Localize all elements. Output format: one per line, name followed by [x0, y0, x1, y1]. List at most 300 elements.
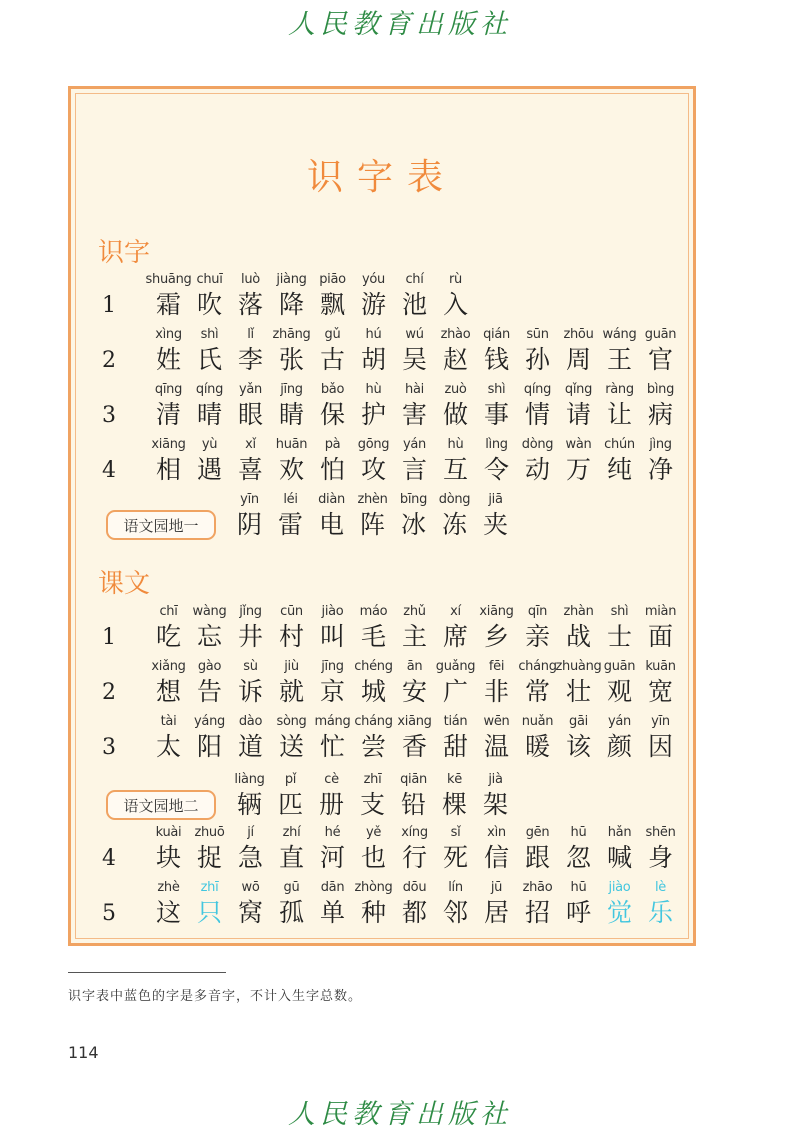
- hanzi: 忽: [565, 843, 591, 872]
- character-cell: [599, 436, 640, 486]
- hanzi: 想: [155, 677, 181, 706]
- pinyin: lè: [654, 880, 666, 895]
- character-cell: [271, 381, 312, 431]
- hanzi: 面: [647, 622, 673, 651]
- hanzi: 请: [565, 400, 591, 429]
- hanzi: 主: [401, 622, 427, 651]
- hanzi: 害: [401, 400, 427, 429]
- hanzi: 病: [647, 400, 673, 429]
- character-cell: [435, 658, 476, 708]
- character-list: [145, 271, 476, 321]
- character-cell: [353, 326, 394, 376]
- hanzi: 辆: [236, 790, 262, 819]
- character-cell: [189, 326, 230, 376]
- pinyin: zhàn: [563, 604, 594, 619]
- hanzi: 飘: [319, 290, 345, 319]
- pinyin: dào: [238, 714, 263, 729]
- table-row: [76, 326, 696, 380]
- hanzi: 告: [196, 677, 222, 706]
- pinyin: xiāng: [151, 437, 186, 452]
- character-cell: [271, 879, 312, 929]
- footnote-divider: [68, 972, 226, 973]
- character-cell: [312, 658, 353, 708]
- hanzi: 钱: [483, 345, 509, 374]
- pinyin: wēn: [483, 714, 510, 729]
- character-cell: [476, 381, 517, 431]
- character-list: [148, 436, 681, 486]
- pinyin: fēi: [488, 659, 505, 674]
- character-cell: [230, 271, 271, 321]
- pinyin: guǎng: [435, 659, 476, 674]
- pinyin: zhǔ: [403, 604, 426, 619]
- hanzi: 席: [442, 622, 468, 651]
- pinyin: yán: [608, 714, 631, 729]
- pinyin: chuī: [196, 272, 223, 287]
- hanzi: 也: [360, 843, 386, 872]
- character-cell: [148, 381, 189, 431]
- character-list: [229, 491, 516, 541]
- character-cell: [393, 771, 434, 821]
- literacy-table-panel: [68, 86, 696, 946]
- hanzi: 电: [318, 510, 344, 539]
- character-cell: [517, 603, 558, 653]
- pinyin: yīn: [240, 492, 259, 507]
- pinyin: zhí: [282, 825, 301, 840]
- row-number: 1: [102, 293, 116, 318]
- hanzi: 死: [442, 843, 468, 872]
- character-cell: [353, 603, 394, 653]
- character-cell: [312, 326, 353, 376]
- hanzi: 京: [319, 677, 345, 706]
- pinyin: chí: [405, 272, 424, 287]
- hanzi: 李: [237, 345, 263, 374]
- character-cell: [475, 491, 516, 541]
- pinyin: zhī: [200, 880, 219, 895]
- character-cell: [517, 381, 558, 431]
- hanzi: 冻: [441, 510, 467, 539]
- pinyin: dān: [320, 880, 345, 895]
- character-cell: [558, 603, 599, 653]
- pinyin: huān: [275, 437, 308, 452]
- pinyin: guān: [644, 327, 677, 342]
- character-cell: [189, 713, 230, 763]
- character-cell: [640, 658, 681, 708]
- character-cell: [434, 491, 475, 541]
- character-cell: [435, 271, 476, 321]
- character-cell: [230, 824, 271, 874]
- pinyin: hǎn: [607, 825, 632, 840]
- hanzi: 跟: [524, 843, 550, 872]
- hanzi: 村: [278, 622, 304, 651]
- character-cell: [599, 658, 640, 708]
- table-row: [76, 713, 696, 767]
- character-cell: [476, 658, 517, 708]
- pinyin: jiàng: [276, 272, 307, 287]
- hanzi: 册: [318, 790, 344, 819]
- character-cell: [435, 436, 476, 486]
- character-cell: [476, 713, 517, 763]
- character-cell: [145, 271, 192, 321]
- character-cell: [435, 824, 476, 874]
- character-cell: [230, 713, 271, 763]
- publisher-logo-top: 人民教育出版社: [288, 9, 512, 40]
- character-cell: [270, 771, 311, 821]
- hanzi: 孙: [524, 345, 550, 374]
- character-cell: [517, 436, 558, 486]
- hanzi: 甜: [442, 732, 468, 761]
- pinyin: zuò: [444, 382, 467, 397]
- pinyin: hú: [365, 327, 382, 342]
- character-list: [148, 713, 681, 763]
- table-row: [76, 658, 696, 712]
- character-list: [148, 879, 681, 929]
- pinyin: gōng: [357, 437, 390, 452]
- pinyin: yán: [403, 437, 426, 452]
- hanzi: 单: [319, 898, 345, 927]
- character-cell: [270, 491, 311, 541]
- hanzi: 阳: [196, 732, 222, 761]
- character-cell: [271, 436, 312, 486]
- pinyin: yǎn: [239, 382, 262, 397]
- pinyin: zhào: [440, 327, 471, 342]
- pinyin: máo: [359, 604, 388, 619]
- pinyin: máng: [314, 714, 351, 729]
- hanzi: 该: [565, 732, 591, 761]
- pinyin: jiào: [608, 880, 631, 895]
- pinyin: xí: [450, 604, 461, 619]
- pinyin: léi: [283, 492, 298, 507]
- character-cell: [640, 326, 681, 376]
- pinyin: cháng: [354, 714, 393, 729]
- hanzi: 阴: [236, 510, 262, 539]
- pinyin: jí: [247, 825, 254, 840]
- hanzi: 相: [155, 455, 181, 484]
- hanzi: 这: [155, 898, 181, 927]
- hanzi: 捉: [196, 843, 222, 872]
- pinyin: zhāng: [272, 327, 311, 342]
- table-row: [76, 436, 696, 490]
- character-cell: [558, 381, 599, 431]
- character-cell: [599, 603, 640, 653]
- hanzi: 观: [606, 677, 632, 706]
- hanzi: 晴: [196, 400, 222, 429]
- row-number: 4: [102, 846, 116, 871]
- character-cell: [475, 771, 516, 821]
- pinyin: wàn: [565, 437, 592, 452]
- character-list: [148, 326, 681, 376]
- character-cell: [558, 326, 599, 376]
- pinyin: cūn: [280, 604, 303, 619]
- character-cell: [394, 271, 435, 321]
- character-cell: [189, 603, 230, 653]
- character-cell: [148, 713, 189, 763]
- pinyin: gēn: [525, 825, 550, 840]
- pinyin: kuān: [645, 659, 676, 674]
- character-cell: [352, 771, 393, 821]
- pinyin: jīng: [280, 382, 303, 397]
- hanzi: 保: [319, 400, 345, 429]
- hanzi: 匹: [277, 790, 303, 819]
- character-cell: [517, 713, 558, 763]
- character-cell: [394, 603, 435, 653]
- hanzi: 常: [524, 677, 550, 706]
- pinyin: liàng: [234, 772, 265, 787]
- pinyin: lìng: [485, 437, 508, 452]
- pinyin: gāi: [569, 714, 588, 729]
- hanzi: 喜: [237, 455, 263, 484]
- hanzi: 姓: [155, 345, 181, 374]
- hanzi: 行: [401, 843, 427, 872]
- hanzi: 让: [606, 400, 632, 429]
- pinyin: zhuàng: [555, 659, 602, 674]
- character-cell: [393, 491, 434, 541]
- pinyin: sūn: [526, 327, 549, 342]
- character-cell: [312, 713, 353, 763]
- pinyin: dōu: [402, 880, 427, 895]
- row-number: 1: [102, 625, 116, 650]
- hanzi: 纯: [606, 455, 632, 484]
- hanzi: 降: [278, 290, 304, 319]
- character-cell: [230, 603, 271, 653]
- pinyin: jìng: [649, 437, 672, 452]
- character-cell: [271, 658, 312, 708]
- character-cell: [640, 713, 681, 763]
- pinyin: ān: [406, 659, 423, 674]
- character-cell: [435, 879, 476, 929]
- hanzi: 广: [442, 677, 468, 706]
- character-cell: [148, 824, 189, 874]
- pinyin: ràng: [605, 382, 634, 397]
- character-cell: [555, 658, 602, 708]
- hanzi: 入: [442, 290, 468, 319]
- pinyin: xǐ: [245, 437, 256, 452]
- hanzi: 毛: [360, 622, 386, 651]
- character-cell: [353, 381, 394, 431]
- hanzi: 冰: [400, 510, 426, 539]
- hanzi: 呼: [565, 898, 591, 927]
- hanzi: 身: [647, 843, 673, 872]
- character-cell: [189, 436, 230, 486]
- pinyin: wàng: [192, 604, 227, 619]
- hanzi: 情: [524, 400, 550, 429]
- hanzi: 邻: [442, 898, 468, 927]
- pinyin: zhī: [363, 772, 382, 787]
- page-number: 114: [68, 1043, 99, 1062]
- hanzi: 安: [401, 677, 427, 706]
- pinyin: lín: [448, 880, 463, 895]
- pinyin: tài: [160, 714, 177, 729]
- hanzi: 睛: [278, 400, 304, 429]
- hanzi: 忙: [319, 732, 345, 761]
- hanzi: 士: [606, 622, 632, 651]
- pinyin: jiào: [321, 604, 344, 619]
- character-cell: [394, 326, 435, 376]
- character-list: [148, 381, 681, 431]
- character-cell: [517, 879, 558, 929]
- character-cell: [312, 381, 353, 431]
- hanzi: 赵: [442, 345, 468, 374]
- character-cell: [476, 436, 517, 486]
- character-cell: [476, 603, 517, 653]
- character-cell: [394, 381, 435, 431]
- character-cell: [353, 824, 394, 874]
- hanzi: 氏: [196, 345, 222, 374]
- character-cell: [271, 326, 312, 376]
- hanzi: 眼: [237, 400, 263, 429]
- pinyin: yě: [365, 825, 382, 840]
- pinyin: qíng: [195, 382, 224, 397]
- table-row: [76, 879, 696, 933]
- pinyin: hù: [447, 437, 464, 452]
- pinyin: gào: [197, 659, 222, 674]
- pinyin: wō: [241, 880, 260, 895]
- hanzi: 觉: [606, 898, 632, 927]
- pinyin: zhèn: [357, 492, 388, 507]
- hanzi: 互: [442, 455, 468, 484]
- character-cell: [435, 713, 476, 763]
- character-cell: [352, 491, 393, 541]
- character-list: [148, 603, 681, 653]
- hanzi: 尝: [360, 732, 386, 761]
- hanzi: 都: [401, 898, 427, 927]
- hanzi: 送: [278, 732, 304, 761]
- footnote: 识字表中蓝色的字是多音字，不计入生字总数。: [68, 989, 363, 1004]
- pinyin: qīn: [527, 604, 548, 619]
- character-cell: [229, 771, 270, 821]
- hanzi: 遇: [196, 455, 222, 484]
- page-title: 识字表: [306, 157, 457, 198]
- character-cell: [189, 381, 230, 431]
- character-cell: [312, 603, 353, 653]
- hanzi: 阵: [359, 510, 385, 539]
- pinyin: xìn: [487, 825, 506, 840]
- pinyin: diàn: [318, 492, 345, 507]
- character-cell: [599, 824, 640, 874]
- character-cell: [353, 713, 394, 763]
- pinyin: qíng: [523, 382, 552, 397]
- pinyin: jū: [490, 880, 503, 895]
- pinyin: wáng: [602, 327, 637, 342]
- pinyin: dòng: [521, 437, 554, 452]
- hanzi: 急: [237, 843, 263, 872]
- character-cell: [558, 713, 599, 763]
- pinyin: wú: [405, 327, 424, 342]
- character-cell: [394, 824, 435, 874]
- pinyin: jīng: [321, 659, 344, 674]
- panel-inner-border: [75, 93, 689, 939]
- pinyin: chéng: [354, 659, 393, 674]
- character-cell: [312, 436, 353, 486]
- hanzi: 铅: [400, 790, 426, 819]
- pinyin: kuài: [155, 825, 182, 840]
- pinyin: kē: [447, 772, 462, 787]
- hanzi: 信: [483, 843, 509, 872]
- pinyin: jiù: [284, 659, 299, 674]
- character-cell: [394, 713, 435, 763]
- pinyin: yīn: [651, 714, 670, 729]
- hanzi: 落: [237, 290, 263, 319]
- hanzi: 太: [155, 732, 181, 761]
- hanzi: 清: [155, 400, 181, 429]
- pinyin: gū: [283, 880, 300, 895]
- hanzi: 吴: [401, 345, 427, 374]
- hanzi: 雷: [277, 510, 303, 539]
- pinyin: chún: [604, 437, 635, 452]
- character-cell: [148, 326, 189, 376]
- hanzi: 池: [401, 290, 427, 319]
- pinyin: sǐ: [450, 825, 461, 840]
- character-cell: [558, 824, 599, 874]
- character-cell: [599, 326, 640, 376]
- character-cell: [312, 271, 353, 321]
- character-cell: [148, 658, 189, 708]
- hanzi: 霜: [155, 290, 181, 319]
- pinyin: dòng: [438, 492, 471, 507]
- character-cell: [394, 658, 435, 708]
- pinyin: zhāo: [522, 880, 553, 895]
- pinyin: zhòng: [354, 880, 393, 895]
- hanzi: 言: [401, 455, 427, 484]
- pinyin: rù: [449, 272, 462, 287]
- row-number: 5: [102, 901, 116, 926]
- character-cell: [230, 326, 271, 376]
- table-row: [76, 771, 696, 825]
- row-number: 4: [102, 458, 116, 483]
- pinyin: cè: [324, 772, 339, 787]
- row-number: 2: [102, 680, 116, 705]
- pinyin: shēn: [645, 825, 676, 840]
- pinyin: sù: [243, 659, 258, 674]
- hanzi: 攻: [360, 455, 386, 484]
- character-cell: [230, 879, 271, 929]
- character-cell: [353, 436, 394, 486]
- character-cell: [230, 436, 271, 486]
- character-list: [229, 771, 516, 821]
- pinyin: bīng: [399, 492, 428, 507]
- pinyin: zhè: [157, 880, 180, 895]
- pinyin: xíng: [401, 825, 428, 840]
- character-cell: [517, 824, 558, 874]
- table-row: [76, 491, 696, 545]
- hanzi: 棵: [441, 790, 467, 819]
- character-cell: [640, 824, 681, 874]
- pinyin: piāo: [319, 272, 346, 287]
- pinyin: xiāng: [479, 604, 514, 619]
- pinyin: shì: [487, 382, 506, 397]
- character-cell: [353, 879, 394, 929]
- hanzi: 怕: [319, 455, 345, 484]
- hanzi: 诉: [237, 677, 263, 706]
- hanzi: 令: [483, 455, 509, 484]
- row-number: 3: [102, 735, 116, 760]
- hanzi: 张: [278, 345, 304, 374]
- pinyin: nuǎn: [521, 714, 554, 729]
- character-cell: [271, 713, 312, 763]
- character-cell: [435, 381, 476, 431]
- hanzi: 周: [565, 345, 591, 374]
- hanzi: 因: [647, 732, 673, 761]
- table-row: [76, 603, 696, 657]
- hanzi: 吃: [155, 622, 181, 651]
- character-cell: [312, 879, 353, 929]
- hanzi: 胡: [360, 345, 386, 374]
- pinyin: tián: [443, 714, 468, 729]
- character-cell: [558, 436, 599, 486]
- character-cell: [230, 658, 271, 708]
- section-heading-kewen: 课文: [98, 569, 151, 599]
- character-cell: [599, 713, 640, 763]
- hanzi: 直: [278, 843, 304, 872]
